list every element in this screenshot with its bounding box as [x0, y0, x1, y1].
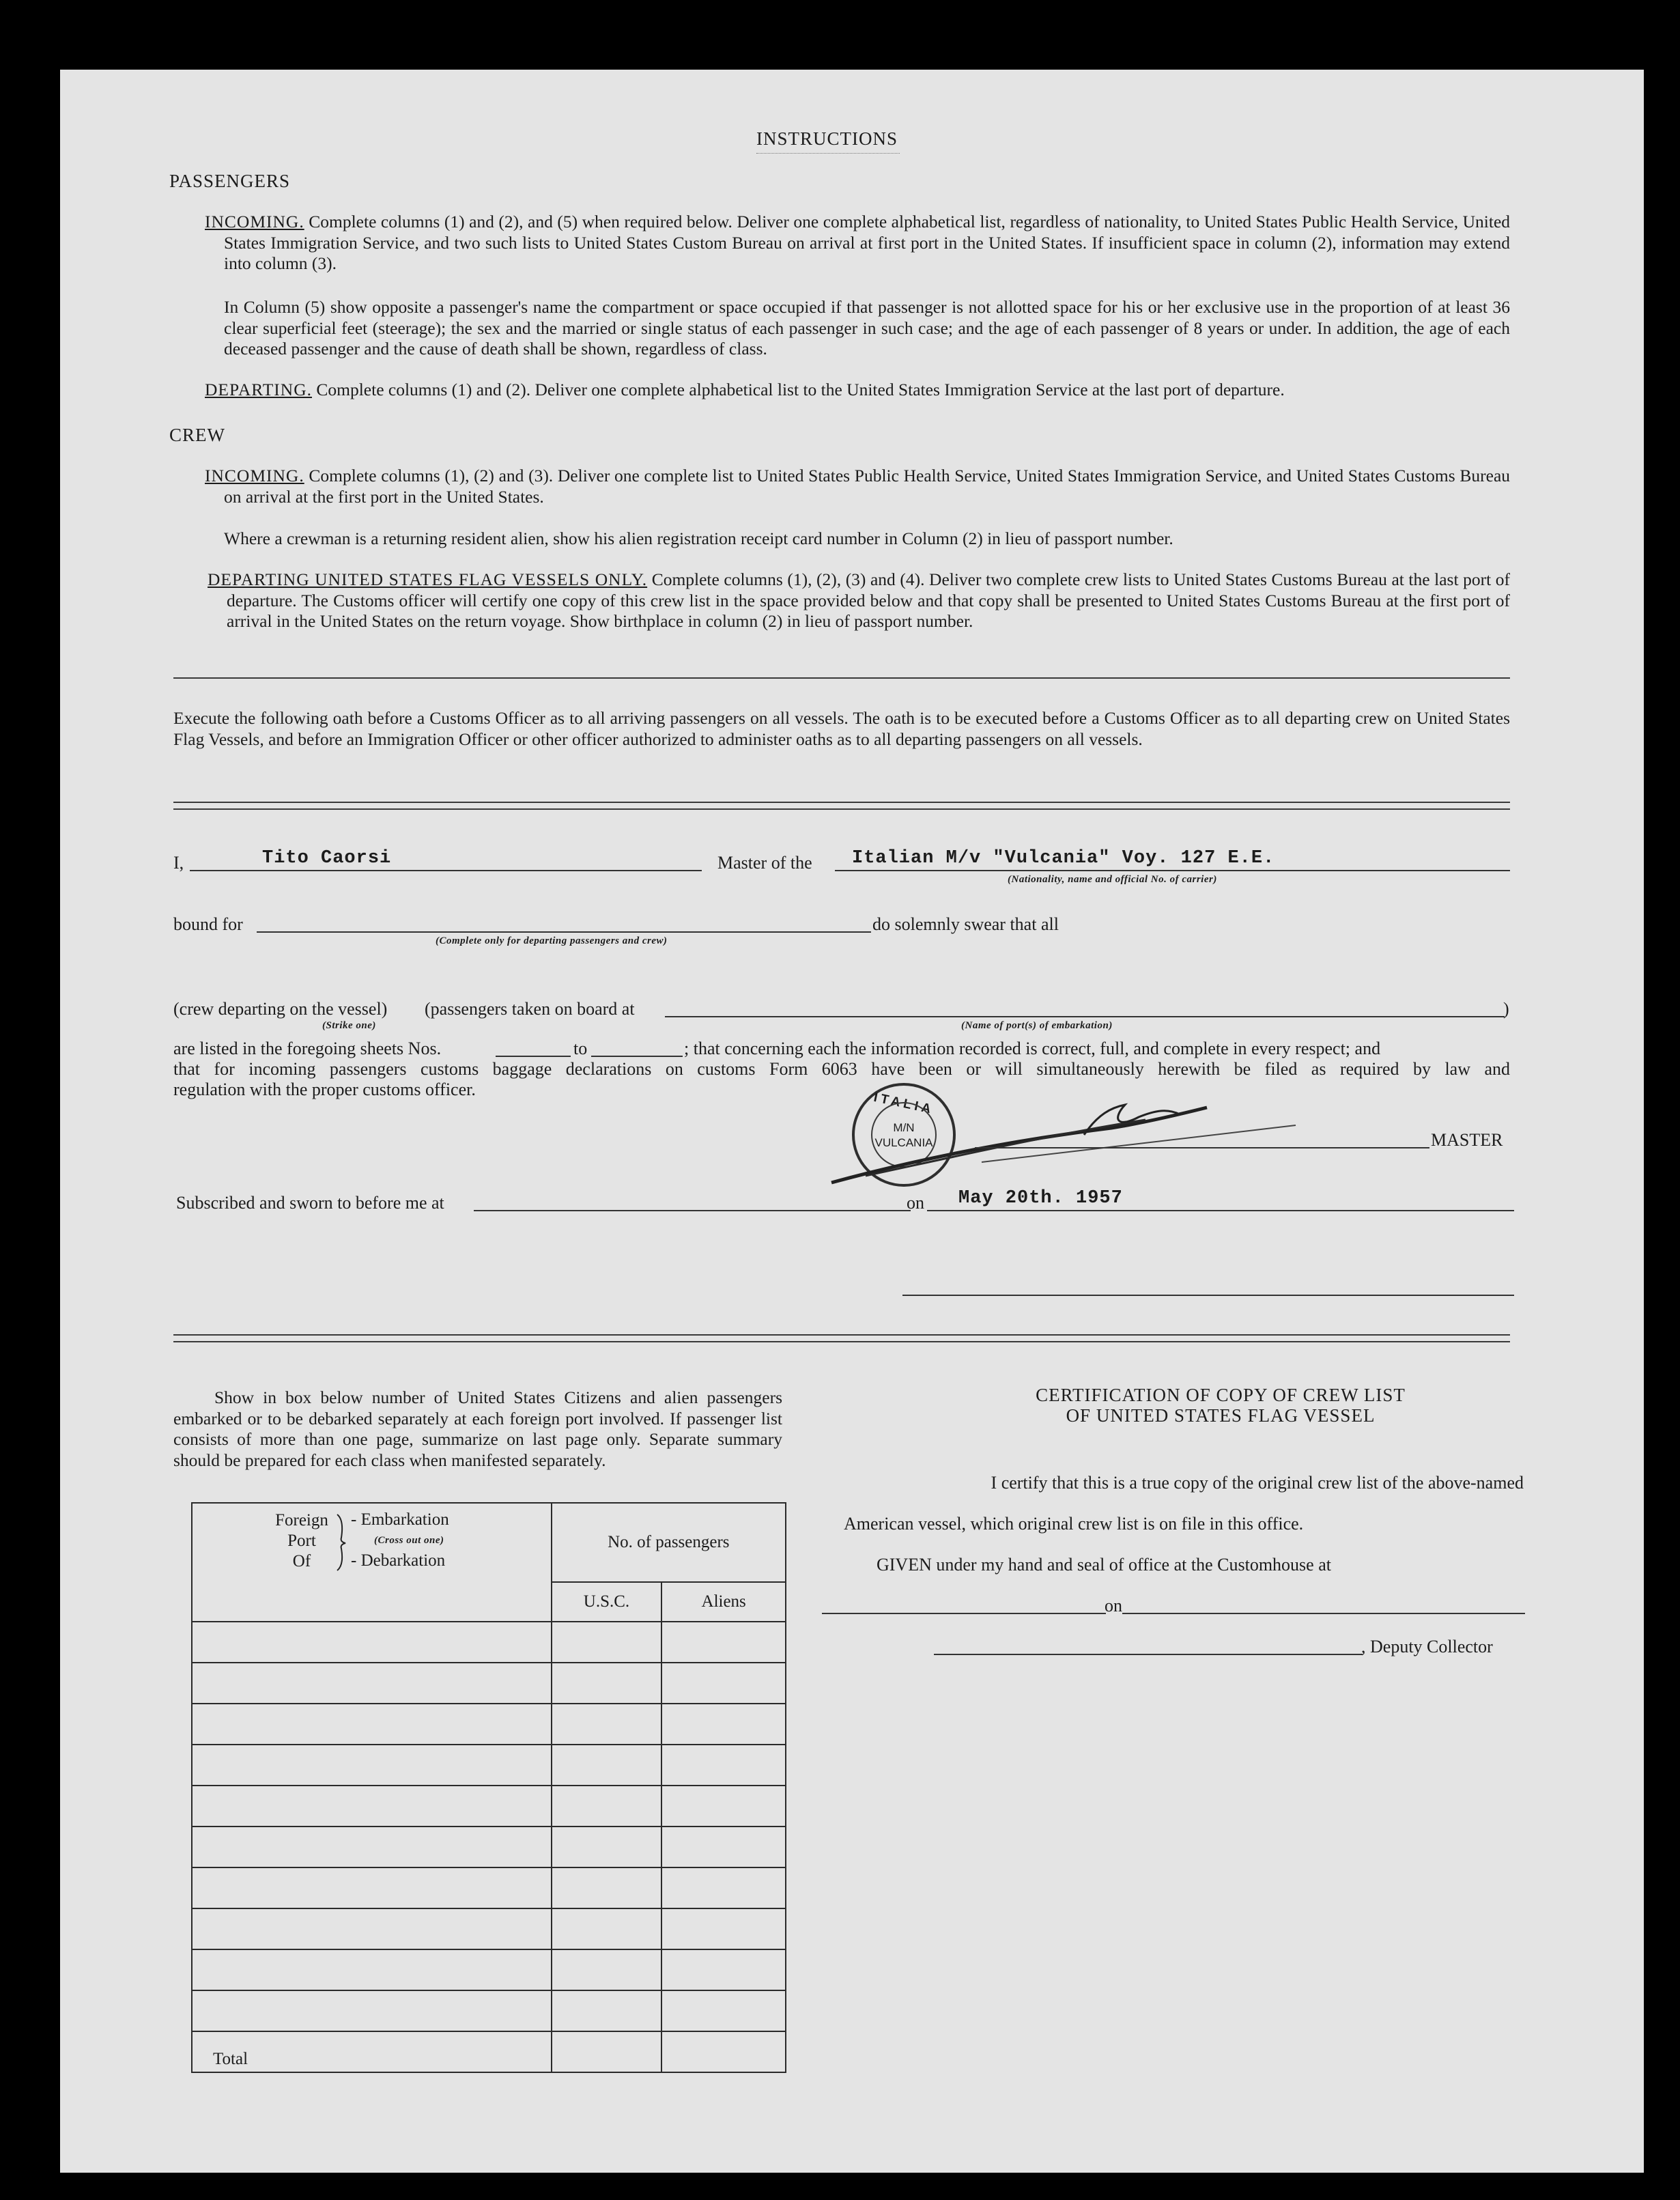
- table-row: [192, 1704, 786, 1745]
- usc-cell: [552, 1622, 662, 1663]
- aliens-cell: [661, 1745, 786, 1786]
- master-signature: [825, 1087, 1316, 1196]
- crew-departing-option: (crew departing on the vessel): [173, 999, 388, 1019]
- master-signature-line: [975, 1147, 1429, 1148]
- crew-departing-label: DEPARTING UNITED STATES FLAG VESSELS ONLY.: [208, 569, 648, 589]
- usc-cell: [552, 1867, 662, 1908]
- customhouse-line: [822, 1613, 1106, 1614]
- crew-departing-paragraph: [208, 569, 1510, 632]
- passengers-incoming-paragraph: [205, 212, 1510, 274]
- usc-header: U.S.C.: [552, 1582, 662, 1622]
- oath-i-label: I,: [173, 853, 184, 873]
- oath-rule-bottom: [173, 808, 1510, 810]
- table-row: [192, 1867, 786, 1908]
- total-aliens-cell: [661, 2031, 786, 2072]
- aliens-cell: [661, 1867, 786, 1908]
- port-cell: [192, 1745, 552, 1786]
- passengers-incoming-label: INCOMING.: [205, 212, 304, 231]
- usc-cell: [552, 1990, 662, 2031]
- aliens-cell: [661, 1908, 786, 1949]
- certification-title-line1: CERTIFICATION OF COPY OF CREW LIST: [1036, 1385, 1406, 1405]
- aliens-cell: [661, 1663, 786, 1704]
- subscribed-place-line: [474, 1210, 911, 1211]
- instructions-title: INSTRUCTIONS: [756, 128, 898, 149]
- subscribed-date-line: [927, 1210, 1514, 1211]
- aliens-cell: [661, 1786, 786, 1827]
- table-row: [192, 1622, 786, 1663]
- oath-rule-top: [173, 802, 1510, 803]
- certify-line1: I certify that this is a true copy of the original crew list of the above-named: [991, 1473, 1524, 1493]
- table-row: [192, 1745, 786, 1786]
- lower-rule-top: [173, 1334, 1510, 1336]
- table-row: [192, 1786, 786, 1827]
- sheet-from-line: [496, 1056, 571, 1057]
- table-header-row: [192, 1503, 786, 1582]
- passengers-heading: PASSENGERS: [169, 171, 291, 191]
- title-underline: [756, 153, 900, 154]
- table-row: [192, 1990, 786, 2031]
- seal-center-line1: M/N: [893, 1121, 915, 1134]
- table-row: [192, 1908, 786, 1949]
- port-cell: [192, 1949, 552, 1990]
- port-cell: [192, 1908, 552, 1949]
- passengers-column5-paragraph: In Column (5) show opposite a passenger's name the compartment or space occupied if that passenger is not allotted space for his or her exclusive use in the proportion of at least 36 clear superficial feet (steerage); the sex and the married or single status of each passenger in such case; and the age of each passenger of 8 years or under. In addition, the age of each deceased passenger and the cause of death shall be shown, regardless of class.: [224, 297, 1510, 358]
- listed-line3: regulation with the proper customs officer.: [173, 1080, 476, 1099]
- table-row: [192, 1827, 786, 1867]
- port-header-labels: [269, 1510, 334, 1572]
- port-cell: [192, 1622, 552, 1663]
- usc-cell: [552, 1949, 662, 1990]
- certify-line2: American vessel, which original crew list is on file in this office.: [844, 1514, 1304, 1534]
- total-usc-cell: [552, 2031, 662, 2072]
- table-row: [192, 1949, 786, 1990]
- usc-cell: [552, 1908, 662, 1949]
- cross-out-caption: (Cross out one): [374, 1535, 444, 1546]
- seal-center-line2: VULCANIA: [874, 1136, 933, 1149]
- usc-cell: [552, 1827, 662, 1867]
- port-cell: [192, 1704, 552, 1745]
- embarkation-label: - Embarkation: [351, 1510, 449, 1529]
- port-cell: [192, 1867, 552, 1908]
- document-page: [60, 70, 1644, 2173]
- seal-top-text: ITALIA: [872, 1090, 936, 1118]
- sheet-to-label: to: [573, 1039, 588, 1058]
- ports-close-paren: ): [1503, 999, 1509, 1019]
- aliens-cell: [661, 1622, 786, 1663]
- vessel-name: Italian M/v "Vulcania" Voy. 127 E.E.: [852, 848, 1275, 869]
- crew-resident-paragraph: Where a crewman is a returning resident alien, show his alien registration receipt card number in Column (2) in lieu of passport number.: [224, 528, 1173, 548]
- bound-for-label: bound for: [173, 914, 243, 934]
- vessel-line: [835, 870, 1510, 871]
- port-cell: [192, 1663, 552, 1704]
- crew-departing-text: Complete columns (1), (2), (3) and (4). Deliver two complete crew lists to United States Customs Bureau at the last port of departure. The Customs officer will certify one copy of this crew list in the space provided below and that copy shall be presented to United States Customs Bureau at the first port of arrival in the United States on the return voyage. Show birthplace in column (2) in lieu of passport number.: [227, 569, 1510, 631]
- debarkation-label: - Debarkation: [351, 1551, 446, 1570]
- usc-cell: [552, 1663, 662, 1704]
- certification-on-label: on: [1105, 1596, 1122, 1616]
- master-label: MASTER: [1431, 1130, 1503, 1150]
- deputy-collector-label: , Deputy Collector: [1361, 1637, 1493, 1656]
- master-name: Tito Caorsi: [262, 848, 392, 869]
- strike-caption: (Strike one): [322, 1020, 376, 1031]
- crew-incoming-label: INCOMING.: [205, 466, 304, 485]
- bound-for-line: [257, 931, 871, 933]
- crew-incoming-paragraph: [205, 466, 1510, 507]
- total-row: [192, 2031, 786, 2072]
- no-passengers-header: No. of passengers: [552, 1503, 786, 1582]
- aliens-cell: [661, 1704, 786, 1745]
- table-row: [192, 1663, 786, 1704]
- brace-icon: [334, 1513, 348, 1572]
- listed-line2: that for incoming passengers customs baggage declarations on customs Form 6063 have been or will simultaneously herewith be filed as required by law and: [173, 1059, 1510, 1079]
- summary-instructions: Show in box below number of United States Citizens and alien passengers embarked or to be debarked separately at each foreign port involved. If passenger list consists of more than one page, summarize on last page only. Separate summary should be prepared for each class when manifested separately.: [173, 1387, 782, 1470]
- ports-caption: (Name of port(s) of embarkation): [961, 1020, 1113, 1031]
- bound-for-caption: (Complete only for departing passengers and crew): [436, 935, 668, 946]
- passengers-departing-label: DEPARTING.: [205, 380, 312, 399]
- port-label: Port: [287, 1532, 316, 1550]
- listed-prefix: are listed in the foregoing sheets Nos.: [173, 1039, 442, 1058]
- certification-title-line2: OF UNITED STATES FLAG VESSEL: [1066, 1405, 1376, 1426]
- of-label: Of: [292, 1552, 311, 1570]
- port-cell: [192, 1990, 552, 2031]
- section-divider: [173, 677, 1510, 679]
- vessel-caption: (Nationality, name and official No. of carrier): [1008, 874, 1217, 885]
- lower-rule-bottom: [173, 1341, 1510, 1342]
- oath-intro-paragraph: Execute the following oath before a Customs Officer as to all arriving passengers on all vessels. The oath is to be executed before a Customs Officer as to all departing crew on United States Flag Vessels, and before an Immigration Officer or other officer authorized to administer oaths as to all departing passengers on all vessels.: [173, 708, 1510, 749]
- passengers-taken-option: (passengers taken on board at: [425, 999, 635, 1019]
- aliens-header: Aliens: [661, 1582, 786, 1622]
- passengers-incoming-text: Complete columns (1) and (2), and (5) when required below. Deliver one complete alphabetical list, regardless of nationality, to United States Public Health Service, United States Immigration Service, and two such lists to United States Custom Bureau on arrival at first port in the United States. If insufficient space in column (2), information may extend into column (3).: [224, 212, 1511, 273]
- subscribed-label: Subscribed and sworn to before me at: [176, 1193, 444, 1213]
- subscribed-on-label: on: [907, 1193, 924, 1213]
- master-name-line: [190, 870, 702, 871]
- usc-cell: [552, 1745, 662, 1786]
- swear-label: do solemnly swear that all: [872, 914, 1059, 934]
- passengers-departing-text: Complete columns (1) and (2). Deliver one complete alphabetical list to the United States Immigration Service at the last port of departure.: [316, 380, 1285, 399]
- listed-suffix: ; that concerning each the information recorded is correct, full, and complete in every respect; and: [684, 1039, 1381, 1058]
- aliens-cell: [661, 1949, 786, 1990]
- certification-date-line: [1122, 1613, 1525, 1614]
- master-of-label: Master of the: [717, 853, 812, 873]
- subscribed-date: May 20th. 1957: [958, 1188, 1123, 1209]
- crew-heading: CREW: [169, 425, 225, 445]
- port-cell: [192, 1827, 552, 1867]
- deputy-signature-line: [934, 1654, 1363, 1655]
- officer-signature-line: [902, 1295, 1514, 1296]
- total-label: Total: [192, 2031, 552, 2072]
- crew-incoming-text: Complete columns (1), (2) and (3). Deliver one complete list to United States Public Health Service, United States Immigration Service, and United States Customs Bureau on arrival at the first port in the United States.: [224, 466, 1511, 507]
- sheet-to-line: [591, 1056, 683, 1057]
- aliens-cell: [661, 1827, 786, 1867]
- passengers-departing-paragraph: [205, 380, 1510, 401]
- given-text: GIVEN under my hand and seal of office at the Customhouse at: [877, 1555, 1331, 1575]
- aliens-cell: [661, 1990, 786, 2031]
- passenger-summary-table: [191, 1502, 786, 2073]
- usc-cell: [552, 1704, 662, 1745]
- ports-line: [665, 1016, 1505, 1017]
- usc-cell: [552, 1786, 662, 1827]
- foreign-label: Foreign: [275, 1511, 328, 1529]
- port-header-cell: [192, 1503, 552, 1622]
- port-cell: [192, 1786, 552, 1827]
